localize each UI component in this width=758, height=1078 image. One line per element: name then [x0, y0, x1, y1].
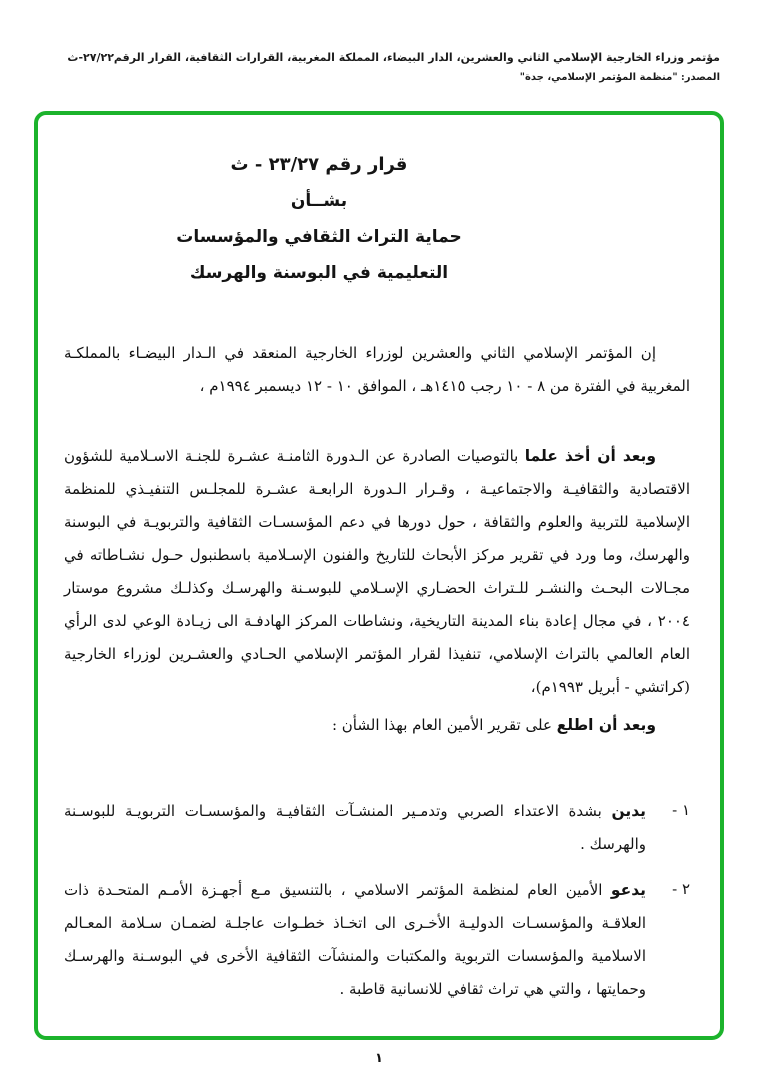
document-header: [34, 50, 724, 83]
title-subject-line1: حماية التراث الثقافي والمؤسسات: [176, 227, 462, 247]
noting-lead: وبعد أن أخذ علما: [524, 446, 656, 465]
item-1-number: ١ -: [672, 801, 690, 819]
reviewed-text: على تقرير الأمين العام بهذا الشأن :: [331, 716, 557, 734]
title-concerning: بشــأن: [290, 191, 348, 211]
reviewed-lead: وبعد أن اطلع: [556, 715, 656, 734]
header-source-line: المصدر: "منظمة المؤتمر الإسلامي، جدة": [519, 72, 720, 83]
item-2-number: ٢ -: [672, 880, 690, 898]
page-footer: [0, 1051, 758, 1066]
page-number: ١: [375, 1051, 383, 1066]
reviewed-paragraph: [64, 708, 690, 742]
item-2-body: [64, 873, 646, 1006]
item-2-lead: يدعو: [610, 880, 646, 899]
resolution-item-2: [64, 873, 690, 1006]
resolution-items-list: [64, 794, 690, 1006]
noting-text: بالتوصيات الصادرة عن الـدورة الثامنـة عشـرة للجنـة الاسـلامية للشؤون الاقتصادية والثقافيـة والاجتماعيـة ، وقـرار الـدورة الرابعـة عشـرة للمجلـس التنفيـذي للمنظمة الإسلامية للتربية والعلوم والثقافة ، حول دورها في دعم المؤسسـات الثقافية والتربويـة في البوسنة والهرسك، وما ورد في تقرير مركز الأبحاث للتاريخ والفنون الإسـلامية باسطنبول حـول نشـاطاته في مجـالات البحـث والنشـر للـتراث الحضـاري الإسـلامي للبوسـنة والهرسـك وكذلـك مشروع موستار ٢٠٠٤ ، في مجال إعادة بناء المدينة التاريخية، ونشاطات المركز الهادفـة الى زيـادة الوعي لدى الرأي العام العالمي بالتراث الإسلامي، تنفيذا لقرار المؤتمر الإسلامي الحـادي والعشـرين لوزراء الخارجية (كراتشي - أبريل ١٩٩٣م)،: [64, 447, 690, 696]
resolution-item-1: [64, 794, 690, 861]
header-conference-line: مؤتمر وزراء الخارجية الإسلامي الثاني والعشرين، الدار البيضاء، المملكة المغربية، القرارات الثقافية، القرار الرقم٢٧/٢٢-ث: [67, 51, 720, 64]
document-border-frame: [34, 111, 724, 1040]
preamble-text: إن المؤتمر الإسلامي الثاني والعشرين لوزراء الخارجية المنعقد في الـدار البيضـاء بالمملكـة المغربية في الفترة من ٨ - ١٠ رجب ١٤١٥هـ ، الموافق ١٠ - ١٢ ديسمبر ١٩٩٤م ،: [64, 344, 690, 395]
item-1-text: بشدة الاعتداء الصربي وتدمـير المنشـآت الثقافيـة والمؤسسـات التربويـة للبوسـنة والهرسك .: [64, 802, 646, 853]
preamble-paragraph: [64, 337, 690, 403]
resolution-number-title: قرار رقم ٢٣/٢٧ - ث: [230, 154, 408, 175]
item-1-lead: يدين: [611, 801, 646, 820]
item-2-text: الأمين العام لمنظمة المؤتمر الاسلامي ، بالتنسيق مـع أجهـزة الأمـم المتحـدة ذات العلاقـة والمؤسسـات الدوليـة الأخـرى الى اتخـاذ خطـوات عاجلـة لضمـان سـلامة المعـالم الاسلامية والمؤسسات التربوية والمكتبات والمنشآت الثقافية الأخرى في البوسـنة والهرسـك وحمايتها ، والتي هي تراث ثقافي للانسانية قاطبة .: [64, 881, 646, 998]
item-1-body: [64, 794, 646, 861]
title-block: [6, 147, 632, 291]
title-subject-line2: التعليمية في البوسنة والهرسك: [189, 263, 449, 283]
noting-paragraph: [64, 439, 690, 704]
